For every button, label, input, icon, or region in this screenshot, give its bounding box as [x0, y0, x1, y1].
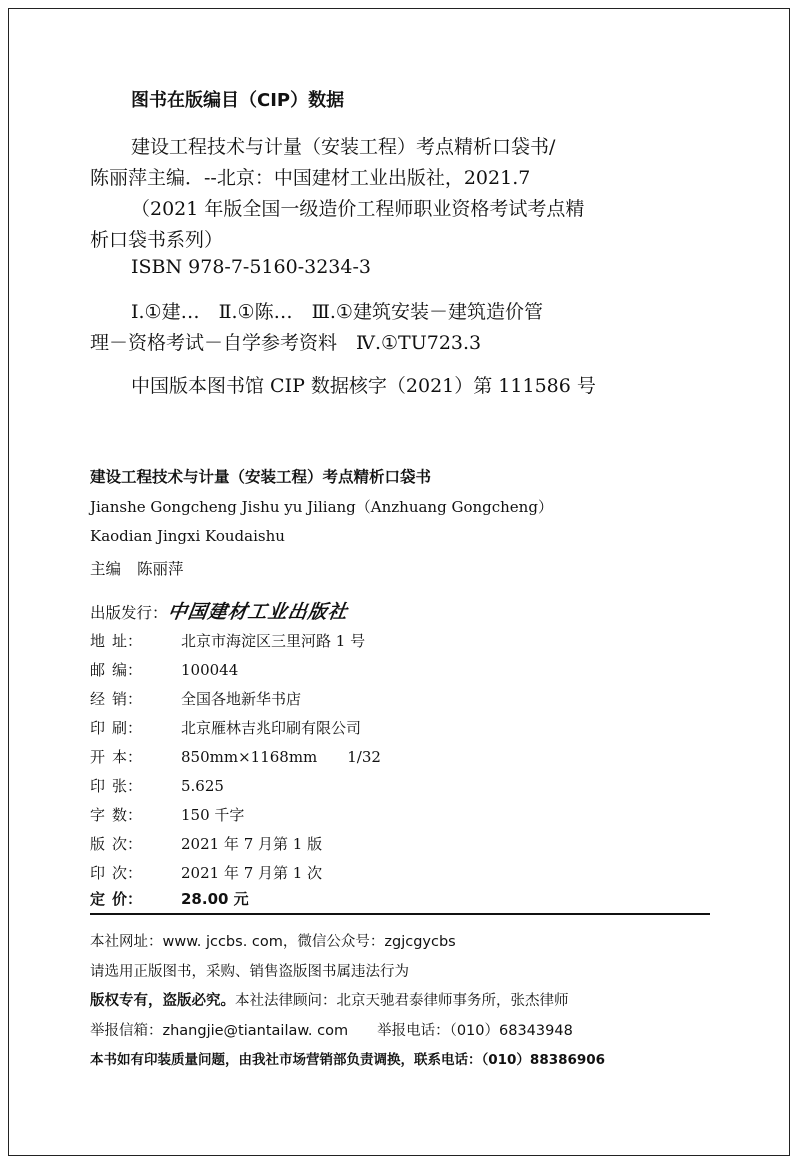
cip-classification: Ⅰ.①建… Ⅱ.①陈… Ⅲ.①建筑安装－建筑造价管 [131, 301, 543, 323]
info-row-printer: 印 刷： 北京雁林吉兆印刷有限公司 [90, 719, 362, 737]
info-row-word-count: 字 数： 150 千字 [90, 806, 245, 824]
cip-record-number: 中国版本图书馆 CIP 数据核字（2021）第 111586 号 [131, 375, 596, 397]
editor-name: 陈丽萍 [137, 560, 184, 578]
cip-line: 建设工程技术与计量（安装工程）考点精析口袋书/ [131, 136, 556, 158]
publisher-logo-name: 中国建材工业出版社 [165, 601, 349, 623]
info-row-postcode: 邮 编： 100044 [90, 661, 239, 679]
info-row-sheets: 印 张： 5.625 [90, 777, 224, 795]
info-row-format: 开 本： 850mm×1168mm 1/32 [90, 748, 381, 766]
cip-title: 图书在版编目（CIP）数据 [131, 90, 345, 111]
editor-label: 主编 [90, 560, 122, 578]
book-title: 建设工程技术与计量（安装工程）考点精析口袋书 [90, 467, 432, 486]
info-row-price: 定 价： 28.00 元 [90, 890, 249, 908]
cip-line: 陈丽萍主编．--北京：中国建材工业出版社，2021.7 [90, 167, 531, 189]
cip-line: 析口袋书系列） [90, 229, 224, 251]
cip-classification: 理－资格考试－自学参考资料 Ⅳ.①TU723.3 [90, 332, 482, 354]
editor-line [90, 557, 184, 579]
copyright-bold: 版权专有，盗版必究。 [90, 993, 235, 1009]
copyright-rest: 本社法律顾问：北京天驰君泰律师事务所，张杰律师 [235, 993, 569, 1009]
publisher-label: 出版发行： [90, 604, 168, 622]
info-row-distributor: 经 销： 全国各地新华书店 [90, 690, 302, 708]
info-row-printing: 印 次： 2021 年 7 月第 1 次 [90, 864, 323, 882]
book-pinyin-title: Kaodian Jingxi Koudaishu [90, 527, 285, 545]
cip-isbn: ISBN 978-7-5160-3234-3 [131, 256, 371, 278]
publisher-line [90, 597, 348, 624]
footer-website: 本社网址：www. jccbs. com，微信公众号：zgjcgycbs [90, 934, 456, 950]
footer-report: 举报信箱：zhangjie@tiantailaw. com 举报电话：（010）68343948 [90, 1023, 573, 1039]
info-row-address: 地 址： 北京市海淀区三里河路 1 号 [90, 632, 366, 650]
cip-line: （2021 年版全国一级造价工程师职业资格考试考点精 [131, 198, 585, 220]
info-row-edition: 版 次： 2021 年 7 月第 1 版 [90, 835, 323, 853]
footer-legal-notice: 请选用正版图书，采购、销售盗版图书属违法行为 [90, 964, 409, 980]
footer-copyright [90, 989, 569, 1010]
book-pinyin-title: Jianshe Gongcheng Jishu yu Jiliang（Anzhuang Gongcheng） [90, 498, 553, 516]
divider-rule [90, 913, 710, 915]
footer-quality: 本书如有印装质量问题，由我社市场营销部负责调换，联系电话：（010）88386906 [90, 1052, 606, 1068]
